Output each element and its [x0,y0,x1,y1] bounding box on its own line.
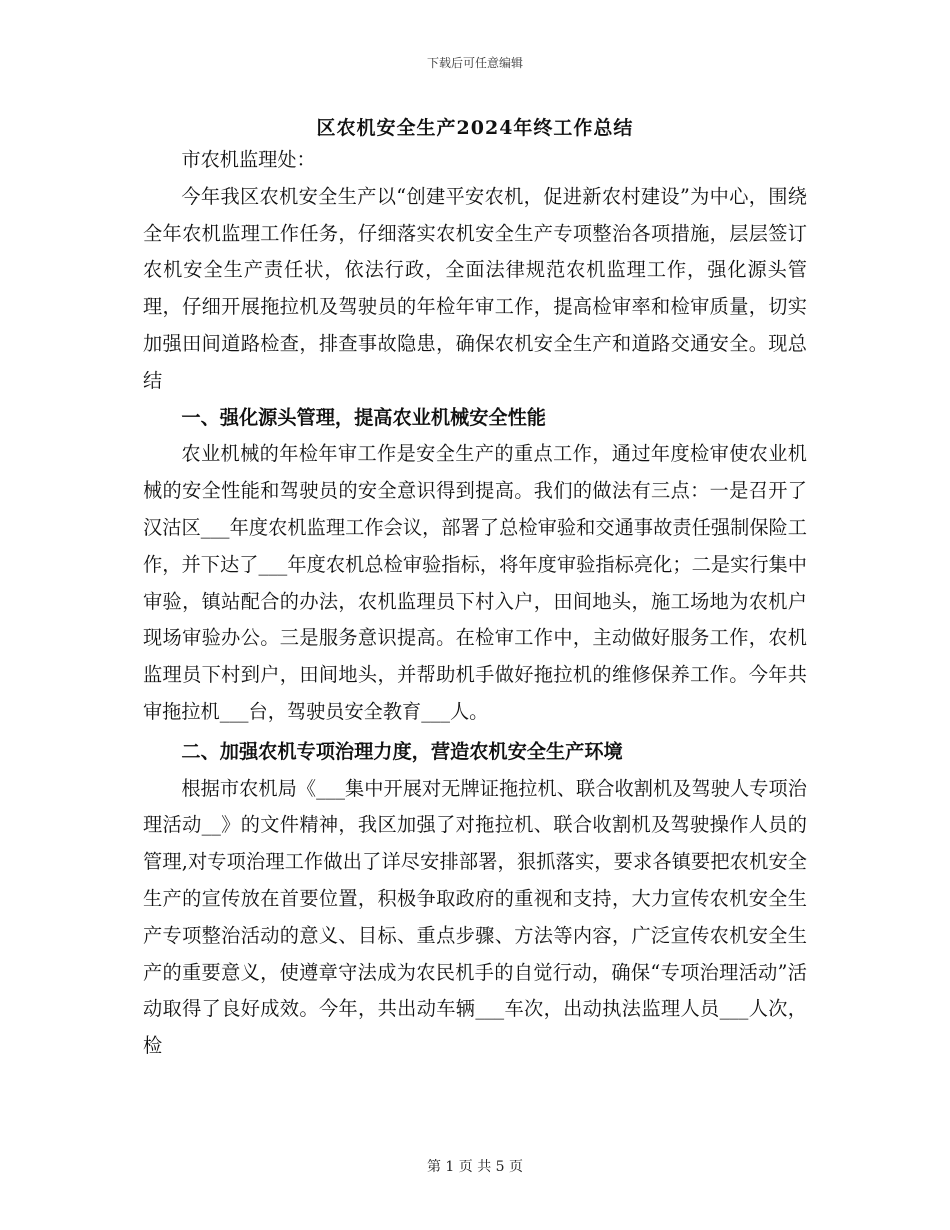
section-1-paragraph: 农业机械的年检年审工作是安全生产的重点工作，通过年度检审使农业机械的安全性能和驾驶员的安全意识得到提高。我们的做法有三点：一是召开了汉沽区___年度农机监理工作会议，部署了总检审验和交通事故责任强制保险工作，并下达了___年度农机总检审验指标，将年度审验指标亮化；二是实行集中审验，镇站配合的办法，农机监理员下村入户，田间地头，施工场地为农机户现场审验办公。三是服务意识提高。在检审工作中，主动做好服务工作，农机监理员下村到户，田间地头，并帮助机手做好拖拉机的维修保养工作。今年共审拖拉机___台，驾驶员安全教育___人。 [143,442,807,723]
document-body [143,142,807,1065]
document-title: 区农机安全生产2024年终工作总结 [316,117,634,139]
intro-paragraph: 今年我区农机安全生产以“创建平安农机，促进新农村建设”为中心，围绕全年农机监理工作任务，仔细落实农机安全生产专项整治各项措施，层层签订农机安全生产责任状，依法行政，全面法律规范农机监理工作，强化源头管理，仔细开展拖拉机及驾驶员的年检年审工作，提高检审率和检审质量，切实加强田间道路检查，排查事故隐患，确保农机安全生产和道路交通安全。现总结 [143,184,807,392]
section-2-paragraph: 根据市农机局《___集中开展对无牌证拖拉机、联合收割机及驾驶人专项治理活动__》的文件精神，我区加强了对拖拉机、联合收割机及驾驶操作人员的管理,对专项治理工作做出了详尽安排部署，狠抓落实，要求各镇要把农机安全生产的宣传放在首要位置，积极争取政府的重视和支持，大力宣传农机安全生产专项整治活动的意义、目标、重点步骤、方法等内容，广泛宣传农机安全生产的重要意义，使遵章守法成为农民机手的自觉行动，确保“专项治理活动”活动取得了良好成效。今年，共出动车辆___车次，出动执法监理人员___人次，检 [143,776,807,1058]
page-number: 第 1 页 共 5 页 [426,1159,524,1175]
section-2-heading: 二、加强农机专项治理力度，营造农机安全生产环境 [181,739,623,763]
header-note: 下载后可任意编辑 [426,56,523,70]
salutation: 市农机监理处： [181,148,316,171]
section-1-heading: 一、强化源头管理，提高农业机械安全性能 [181,405,546,429]
